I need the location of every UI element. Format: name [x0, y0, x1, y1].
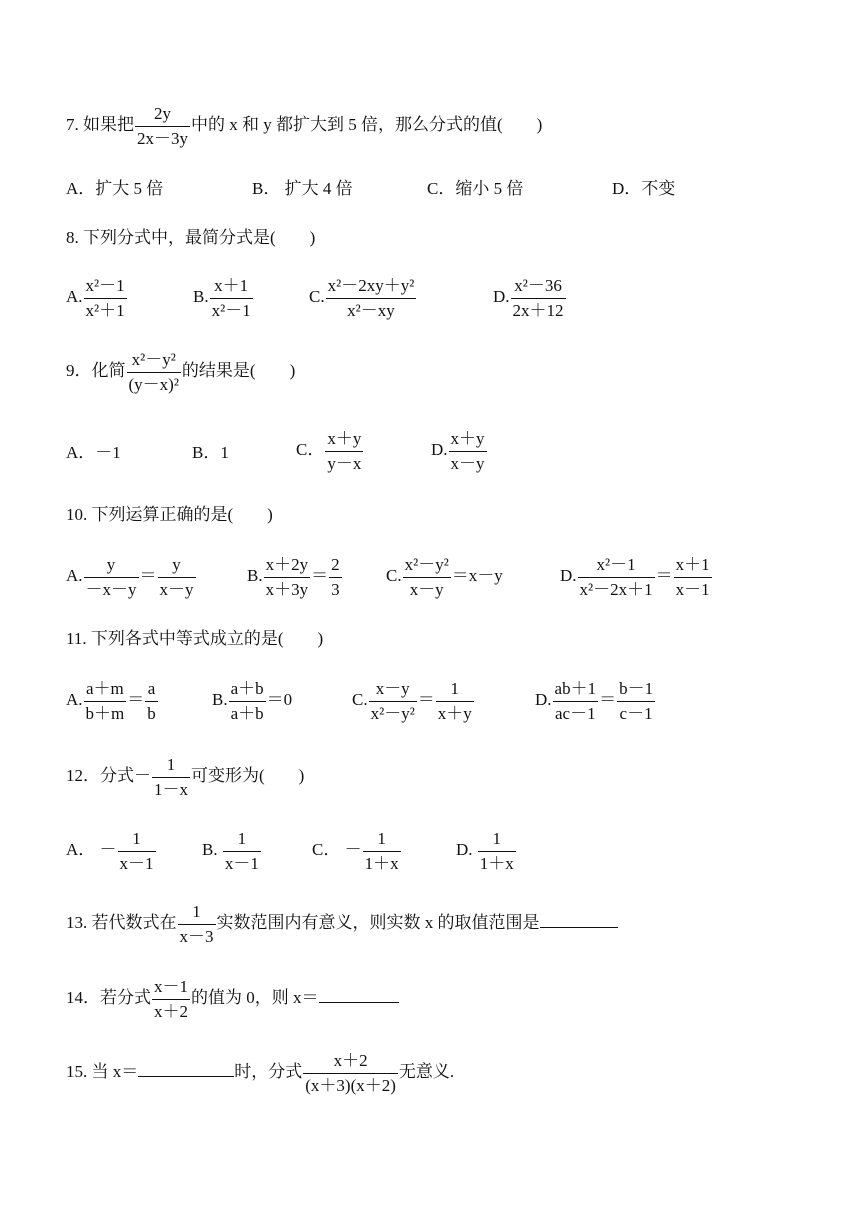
question-8-stem: 8. 下列分式中，最简分式是( ) — [66, 228, 316, 247]
denominator: x－1 — [224, 853, 259, 873]
q15-prefix: 15. 当 x＝ — [66, 1061, 139, 1081]
question-13 — [66, 902, 618, 946]
option-label: A. — [66, 565, 83, 585]
q14-prefix: 14．若分式 — [66, 987, 151, 1007]
answer-blank[interactable] — [319, 985, 399, 1003]
q14-suffix: 的值为 0，则 x＝ — [191, 987, 319, 1007]
numerator: x＋1 — [210, 276, 253, 299]
q11-option-d — [535, 679, 656, 723]
q7-fraction — [135, 104, 190, 148]
option-fraction — [511, 276, 566, 320]
option-label: A． — [66, 839, 96, 859]
equals-sign: ＝ — [599, 689, 617, 709]
q7-option-d: D．不变 — [612, 179, 676, 198]
option-label: D. — [456, 839, 473, 859]
option-fraction — [363, 829, 401, 873]
numerator: a＋b — [229, 679, 266, 702]
q12-option-a — [66, 829, 157, 873]
denominator: 2x＋12 — [512, 300, 564, 320]
option-label: C． — [296, 439, 325, 459]
q7-prefix: 7. 如果把 — [66, 114, 134, 134]
equals-sign: ＝ — [311, 565, 329, 585]
lhs-fraction — [553, 679, 599, 723]
denominator: x＋y — [437, 703, 472, 723]
q12-suffix: 可变形为( ) — [191, 765, 305, 785]
question-7 — [66, 104, 542, 148]
minus-sign: － — [99, 839, 117, 859]
option-fraction — [84, 276, 127, 320]
q7-option-a: A．扩大 5 倍 — [66, 179, 164, 198]
q13-fraction — [178, 902, 216, 946]
denominator: (x＋3)(x＋2) — [305, 1075, 396, 1095]
equals-sign: ＝ — [127, 689, 145, 709]
numerator: x－1 — [152, 977, 190, 1000]
denominator: x＋2 — [154, 1001, 188, 1021]
option-label: C. — [386, 565, 402, 585]
lhs-fraction — [229, 679, 266, 723]
denominator: －x－y — [85, 579, 137, 599]
numerator: x－y — [369, 679, 417, 702]
denominator: x²－y² — [370, 703, 415, 723]
numerator: 1 — [436, 679, 474, 702]
answer-blank[interactable] — [138, 1059, 234, 1077]
numerator: x²－y² — [403, 555, 451, 578]
q12-option-c — [312, 829, 402, 873]
lhs-fraction — [578, 555, 655, 599]
lhs-fraction — [84, 679, 127, 723]
q9-suffix: 的结果是( ) — [181, 360, 296, 380]
q15-fraction — [303, 1051, 398, 1095]
equals-sign: ＝ — [139, 565, 157, 585]
numerator: x²－y² — [127, 350, 181, 373]
q9-option-d — [431, 429, 488, 473]
denominator: 1－x — [154, 779, 188, 799]
denominator: (y－x)² — [128, 374, 179, 394]
denominator: x－1 — [675, 579, 710, 599]
q8-option-b — [193, 276, 254, 320]
q15-mid: 时，分式 — [234, 1061, 303, 1081]
lhs-fraction — [264, 555, 311, 599]
option-label: A. — [66, 689, 83, 709]
denominator: b — [147, 703, 156, 723]
denominator: 1＋x — [364, 853, 399, 873]
option-label: D. — [560, 565, 577, 585]
numerator: a — [145, 679, 158, 702]
option-label: D. — [431, 439, 448, 459]
numerator: 2y — [135, 104, 190, 127]
option-fraction — [223, 829, 261, 873]
q8-option-a — [66, 276, 128, 320]
numerator: x＋y — [449, 429, 487, 452]
numerator: 1 — [118, 829, 156, 852]
q9-option-b: B．1 — [192, 443, 229, 462]
question-12 — [66, 755, 304, 799]
q8-option-c — [309, 276, 417, 320]
numerator: a＋m — [84, 679, 127, 702]
denominator: x²－1 — [211, 300, 251, 320]
denominator: x－1 — [119, 853, 154, 873]
denominator: x－3 — [179, 926, 214, 946]
rhs-expression: ＝0 — [266, 689, 293, 709]
q10-option-d — [560, 555, 713, 599]
numerator: x＋2y — [264, 555, 311, 578]
rhs-fraction — [329, 555, 342, 599]
numerator: 2 — [329, 555, 342, 578]
numerator: x＋y — [325, 429, 363, 452]
minus-sign: － — [344, 839, 362, 859]
q12-prefix: 12．分式－ — [66, 765, 151, 785]
option-fraction — [478, 829, 516, 873]
option-label: C. — [309, 286, 325, 306]
numerator: x²－2xy＋y² — [326, 276, 417, 299]
option-label: D. — [535, 689, 552, 709]
numerator: x²－1 — [84, 276, 127, 299]
denominator: c－1 — [619, 703, 653, 723]
denominator: x²－2x＋1 — [579, 579, 653, 599]
option-label: B. — [247, 565, 263, 585]
q13-prefix: 13. 若代数式在 — [66, 912, 177, 932]
equals-sign: ＝ — [417, 689, 435, 709]
option-label: C. — [352, 689, 368, 709]
option-label: B. — [193, 286, 209, 306]
q11-option-c — [352, 679, 475, 723]
q11-option-a — [66, 679, 159, 723]
numerator: x＋2 — [303, 1051, 398, 1074]
q12-option-d — [456, 829, 517, 873]
question-11-stem: 11. 下列各式中等式成立的是( ) — [66, 629, 324, 648]
q9-option-a: A．－1 — [66, 443, 121, 462]
q8-option-d — [493, 276, 567, 320]
numerator: b－1 — [617, 679, 655, 702]
q12-option-b — [202, 829, 262, 873]
option-fraction — [449, 429, 487, 473]
lhs-fraction — [84, 555, 139, 599]
numerator: 1 — [152, 755, 190, 778]
numerator: x＋1 — [674, 555, 712, 578]
denominator: y－x — [327, 453, 362, 473]
rhs-fraction — [617, 679, 655, 723]
numerator: 1 — [178, 902, 216, 925]
q7-suffix: 中的 x 和 y 都扩大到 5 倍，那么分式的值( ) — [191, 114, 543, 134]
numerator: y — [84, 555, 139, 578]
denominator: x²－xy — [347, 300, 395, 320]
rhs-fraction — [436, 679, 474, 723]
option-label: A. — [66, 286, 83, 306]
lhs-fraction — [403, 555, 451, 599]
numerator: 1 — [223, 829, 261, 852]
denominator: b＋m — [85, 703, 125, 723]
rhs-fraction — [674, 555, 712, 599]
option-fraction — [325, 429, 363, 473]
option-label: D. — [493, 286, 510, 306]
q14-fraction — [152, 977, 190, 1021]
option-fraction — [326, 276, 417, 320]
q7-option-c: C．缩小 5 倍 — [427, 179, 524, 198]
question-14 — [66, 977, 399, 1021]
q12-fraction — [152, 755, 190, 799]
numerator: x²－36 — [511, 276, 566, 299]
numerator: 1 — [363, 829, 401, 852]
numerator: x²－1 — [578, 555, 655, 578]
option-fraction — [118, 829, 156, 873]
rhs-fraction — [158, 555, 196, 599]
q15-suffix: 无意义. — [398, 1061, 455, 1081]
denominator: x－y — [159, 579, 194, 599]
answer-blank[interactable] — [540, 910, 618, 928]
rhs-expression: ＝x－y — [451, 565, 503, 585]
q9-fraction — [127, 350, 181, 394]
denominator: 2x－3y — [137, 128, 188, 148]
q13-suffix: 实数范围内有意义，则实数 x 的取值范围是 — [216, 912, 540, 932]
question-9 — [66, 350, 295, 394]
rhs-fraction — [145, 679, 158, 723]
denominator: ac－1 — [555, 703, 596, 723]
numerator: ab＋1 — [553, 679, 599, 702]
question-10-stem: 10. 下列运算正确的是( ) — [66, 505, 273, 524]
option-label: C． — [312, 839, 341, 859]
question-15 — [66, 1051, 454, 1095]
denominator: a＋b — [230, 703, 264, 723]
denominator: 1＋x — [479, 853, 514, 873]
denominator: x＋3y — [265, 579, 309, 599]
q10-option-a — [66, 555, 197, 599]
q9-option-c — [296, 429, 364, 473]
option-fraction — [210, 276, 253, 320]
denominator: 3 — [331, 579, 340, 599]
equals-sign: ＝ — [655, 565, 673, 585]
option-label: B. — [212, 689, 228, 709]
q11-option-b — [212, 679, 292, 723]
q10-option-b — [247, 555, 343, 599]
option-label: B. — [202, 839, 218, 859]
q9-prefix: 9．化简 — [66, 360, 126, 380]
numerator: 1 — [478, 829, 516, 852]
denominator: x－y — [450, 453, 485, 473]
denominator: x－y — [409, 579, 444, 599]
q7-option-b: B． 扩大 4 倍 — [252, 179, 353, 198]
numerator: y — [158, 555, 196, 578]
q10-option-c — [386, 555, 503, 599]
denominator: x²＋1 — [85, 300, 125, 320]
lhs-fraction — [369, 679, 417, 723]
